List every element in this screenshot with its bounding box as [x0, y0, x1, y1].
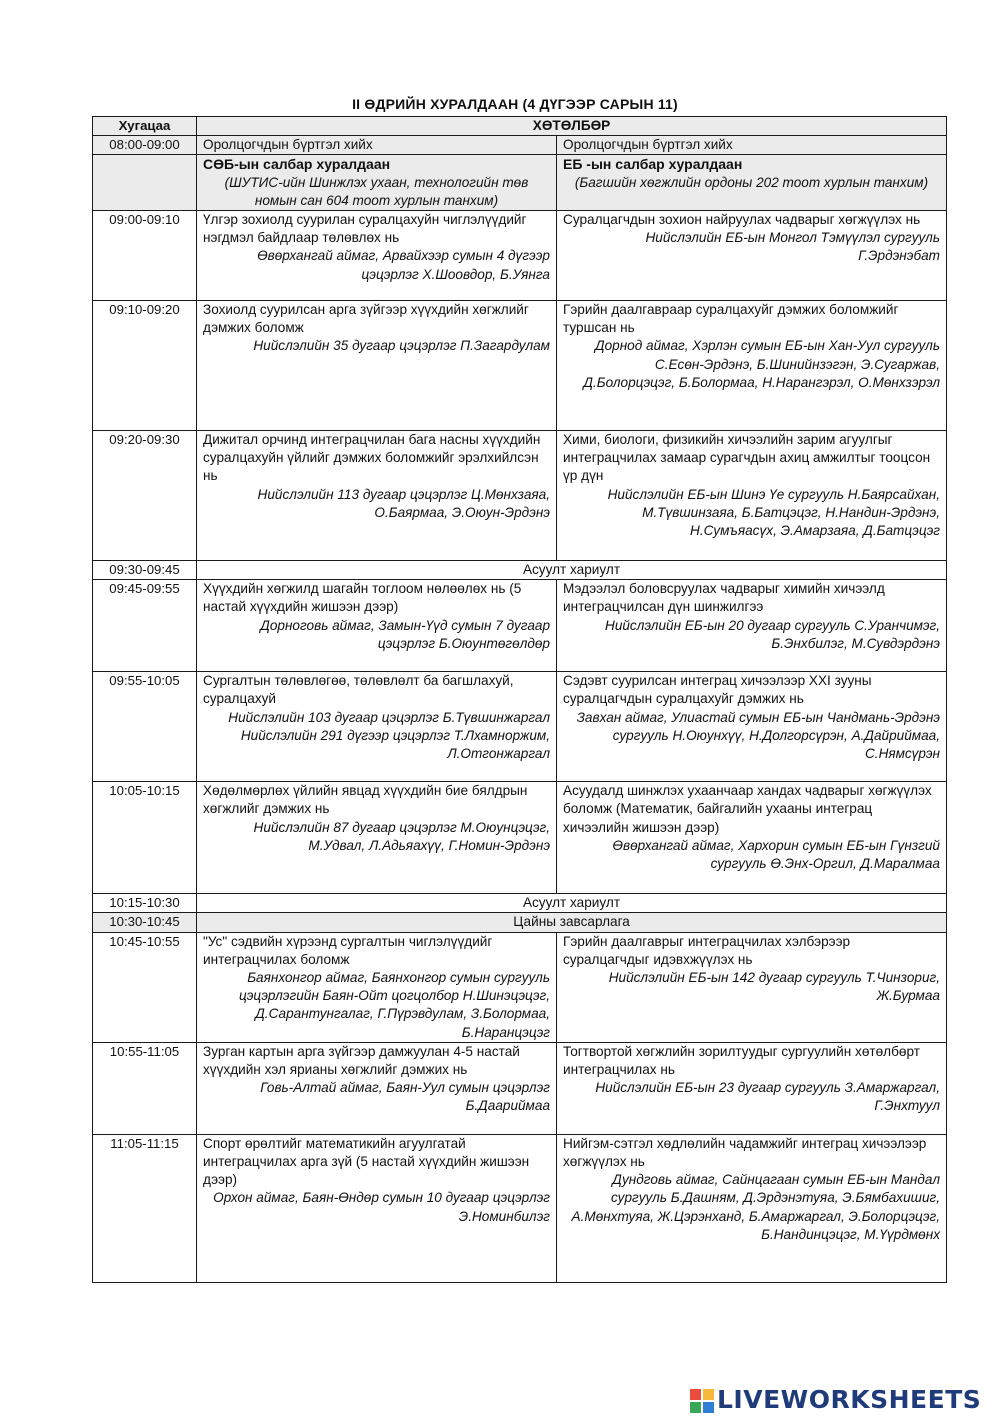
table-row: [93, 1134, 947, 1282]
talk-authors: Говь-Алтай аймаг, Баян-Уул сумын цэцэрлэг Б.Даариймаа: [260, 1080, 550, 1114]
section-left-title: СӨБ-ын салбар хуралдаан: [203, 156, 391, 173]
right-talk: [557, 1134, 947, 1282]
talk-authors: Өвөрхангай аймаг, Хархорин сумын ЕБ-ын Гүнзгий сургууль Ө.Энх-Оргил, Д.Маралмаа: [612, 837, 940, 872]
slot-time: 10:15-10:30: [93, 894, 197, 913]
talk-authors: Нийслэлийн ЕБ-ын 142 дугаар сургууль Т.Чинзориг, Ж.Бурмаа: [608, 970, 940, 1004]
talk-authors: Нийслэлийн 35 дугаар цэцэрлэг П.Загардулам: [253, 338, 550, 354]
slot-time: 09:55-10:05: [93, 672, 197, 782]
slot-time: 10:30-10:45: [93, 913, 197, 932]
talk-title: Үлгэр зохиолд суурилан суралцахуйн чиглэлүүдийг нэгдмэл байдлаар төлөвлөх нь: [203, 212, 527, 246]
talk-title: Тогтвортой хөгжлийн зорилтуудыг сургуулийн хөтөлбөрт интеграцчилах нь: [563, 1043, 920, 1078]
brand-name: LIVEWORKSHEETS: [717, 1385, 982, 1414]
talk-title: Зурган картын арга зүйгээр дамжуулан 4-5 настай хүүхдийн хэл ярианы хөгжлийг дэмжих нь: [203, 1043, 520, 1078]
slot-time: 09:20-09:30: [93, 431, 197, 561]
section-right: [557, 155, 947, 211]
right-talk: [557, 211, 947, 301]
logo-grid-icon: [690, 1389, 714, 1413]
talk-title: Мэдээлэл боловсруулах чадварыг химийн хичээлд интеграцчилсан дүн шинжилгээ: [563, 581, 885, 615]
talk-authors: Нийслэлийн ЕБ-ын Шинэ Үе сургууль Н.Баярсайхан, М.Түвшинзаяа, Б.Батцэцэг, Н.Нандин-Эрдэнэ, Н.Сумъяасүх, Э.Амарзаяа, Д.Батцэцэг: [607, 486, 940, 539]
talk-title: Хими, биологи, физикийн хичээлийн зарим агуулгыг интеграцчилах замаар сурагчдын ахиц амжилтыг тооцсон үр дүн: [563, 432, 931, 484]
slot-time: 09:10-09:20: [93, 301, 197, 431]
talk-title: Спорт өрөлтийг математикийн агуулгатай интеграцчилах арга зүй (5 настай хүүхдийн жишээн дээр): [203, 1135, 530, 1188]
talk-title: Суралцагчдын зохион найруулах чадварыг хөгжүүлэх нь: [563, 212, 921, 228]
table-row: [93, 580, 947, 672]
talk-authors: Баянхонгор аймаг, Баянхонгор сумын сургууль цэцэрлэгийн Баян-Ойт цогцолбор Н.Шинэцэцэг, Д.Сарантунгалаг, Г.Пүрэвдулам, З.Болормаа, Б.Наранцэцэг: [238, 970, 550, 1040]
talk-title: Хөдөлмөрлөх үйлийн явцад хүүхдийн бие бялдрын хөгжлийг дэмжих нь: [203, 783, 528, 817]
slot-time: 10:55-11:05: [93, 1042, 197, 1134]
right-talk: [557, 932, 947, 1042]
talk-title: Гэрийн даалгавраар суралцахуйг дэмжих боломжийг туршсан нь: [563, 302, 899, 336]
registration-right: Оролцогчдын бүртгэл хийх: [557, 136, 947, 155]
table-row: [93, 932, 947, 1042]
talk-title: Сургалтын төлөвлөгөө, төлөвлөлт ба багшлахуй, суралцахуй: [203, 673, 514, 707]
slot-time: 09:30-09:45: [93, 561, 197, 580]
talk-title: Хүүхдийн хөгжилд шагайн тоглоом нөлөөлөх нь (5 настай хүүхдийн жишээн дээр): [203, 581, 522, 615]
right-talk: [557, 672, 947, 782]
right-talk: [557, 301, 947, 431]
right-talk: [557, 782, 947, 894]
talk-authors: Нийслэлийн 113 дугаар цэцэрлэг Ц.Мөнхзаяа, О.Баярмаа, Э.Оюун-Эрдэнэ: [257, 486, 550, 520]
table-row: [93, 672, 947, 782]
talk-authors: Орхон аймаг, Баян-Өндөр сумын 10 дугаар цэцэрлэг Э.Номинбилэг: [213, 1190, 550, 1224]
right-talk: [557, 580, 947, 672]
left-talk: [197, 1134, 557, 1282]
talk-title: Сэдэвт суурилсан интеграц хичээлээр XXI зууны суралцагчдын суралцахуйг дэмжих нь: [563, 673, 872, 707]
table-row: [93, 211, 947, 301]
talk-title: Зохиолд суурилсан арга зүйгээр хүүхдийн хөгжлийг дэмжих боломж: [203, 302, 529, 336]
page-title: II ӨДРИЙН ХУРАЛДААН (4 ДҮГЭЭР САРЫН 11): [352, 96, 678, 112]
talk-authors: Дорноговь аймаг, Замын-Үүд сумын 7 дугаар цэцэрлэг Б.Оюунтөгөлдөр: [260, 617, 550, 651]
left-talk: [197, 580, 557, 672]
talk-authors: Дундговь аймаг, Сайнцагаан сумын ЕБ-ын Мандал сургууль Б.Дашням, Д.Эрдэнэтуяа, Э.Бямбахишиг, А.Мөнхтуяа, Ж.Цэрэнханд, Б.Амаржаргал, Э.Болорцэцэг, Б.Нандинцэцэг, М.Үүрдмөнх: [571, 1172, 940, 1242]
table-row: [93, 894, 947, 913]
talk-authors: Нийслэлийн 103 дугаар цэцэрлэг Б.Түвшинжаргал Нийслэлийн 291 дүгээр цэцэрлэг Т.Лхамноржим, Л.Отгонжаргал: [228, 709, 550, 762]
section-right-sub: (Багшийн хөгжлийн ордоны 202 тоот хурлын танхим): [574, 174, 929, 190]
right-talk: [557, 431, 947, 561]
table-row: [93, 431, 947, 561]
talk-authors: Нийслэлийн ЕБ-ын Монгол Тэмүүлэл сургууль Г.Эрдэнэбат: [645, 230, 940, 264]
talk-authors: Завхан аймаг, Улиастай сумын ЕБ-ын Чандмань-Эрдэнэ сургууль Н.Оюунхүү, Н.Долгорсүрэн, А.Дайриймаа, С.Нямсүрэн: [576, 709, 940, 762]
left-talk: [197, 211, 557, 301]
table-row: [93, 561, 947, 580]
section-time-cell: [93, 155, 197, 211]
section-left: [197, 155, 557, 211]
slot-time: 10:05-10:15: [93, 782, 197, 894]
slot-time: 10:45-10:55: [93, 932, 197, 1042]
section-right-title: ЕБ -ын салбар хуралдаан: [563, 156, 743, 173]
talk-title: Гэрийн даалгаврыг интеграцчилах хэлбэрээр суралцагчдыг идэвхжүүлэх нь: [563, 933, 851, 967]
header-program: ХӨТӨЛБӨР: [197, 117, 947, 136]
talk-authors: Дорнод аймаг, Хэрлэн сумын ЕБ-ын Хан-Уул сургууль С.Есөн-Эрдэнэ, Б.Шинийнзэгэн, Э.Сугаржав, Д.Болорцэцэг, Б.Болормаа, Н.Нарангэрэл, О.Мөнхзэрэл: [583, 338, 940, 390]
registration-time: 08:00-09:00: [93, 136, 197, 155]
liveworksheets-logo: [690, 1385, 990, 1415]
talk-title: Асуудалд шинжлэх ухаанчаар хандах чадварыг хөгжүүлэх боломж (Математик, байгалийн ухааны интеграц хичээлийн жишээн дээр): [563, 783, 932, 835]
break-label: Асуулт хариулт: [197, 894, 947, 913]
left-talk: [197, 431, 557, 561]
slot-time: 09:45-09:55: [93, 580, 197, 672]
slot-time: 11:05-11:15: [93, 1134, 197, 1282]
talk-authors: Нийслэлийн 87 дугаар цэцэрлэг М.Оюунцэцэг, М.Удвал, Л.Адьяахүү, Г.Номин-Эрдэнэ: [253, 819, 550, 853]
talk-authors: Өвөрхангай аймаг, Арвайхээр сумын 4 дүгээр цэцэрлэг Х.Шоовдор, Б.Уянга: [257, 248, 550, 282]
section-left-sub: (ШУТИС-ийн Шинжлэх ухаан, технологийн төв номын сан 604 тоот хурлын танхим): [224, 174, 529, 208]
talk-authors: Нийслэлийн ЕБ-ын 23 дугаар сургууль З.Амаржаргал, Г.Энхтуул: [595, 1080, 940, 1114]
table-row: [93, 1042, 947, 1134]
table-row: [93, 913, 947, 932]
left-talk: [197, 932, 557, 1042]
slot-time: 09:00-09:10: [93, 211, 197, 301]
talk-title: Дижитал орчинд интеграцчилан бага насны хүүхдийн суралцахуйн үйлийг дэмжих боломжийг эрэлхийлсэн нь: [203, 432, 541, 484]
left-talk: [197, 1042, 557, 1134]
break-label: Цайны завсарлага: [197, 913, 947, 932]
registration-left: Оролцогчдын бүртгэл хийх: [197, 136, 557, 155]
program-table: [92, 116, 947, 1283]
table-row: [93, 782, 947, 894]
right-talk: [557, 1042, 947, 1134]
left-talk: [197, 782, 557, 894]
table-row: [93, 301, 947, 431]
break-label: Асуулт хариулт: [197, 561, 947, 580]
header-time: Хугацаа: [93, 117, 197, 136]
talk-authors: Нийслэлийн ЕБ-ын 20 дугаар сургууль С.Уранчимэг, Б.Энхбилэг, М.Сувдэрдэнэ: [605, 617, 940, 651]
left-talk: [197, 672, 557, 782]
talk-title: Нийгэм-сэтгэл хөдлөлийн чадамжийг интеграц хичээлээр хөгжүүлэх нь: [563, 1135, 927, 1170]
talk-title: "Ус" сэдвийн хүрээнд сургалтын чиглэлүүдийг интеграцчилах боломж: [203, 933, 493, 967]
left-talk: [197, 301, 557, 431]
